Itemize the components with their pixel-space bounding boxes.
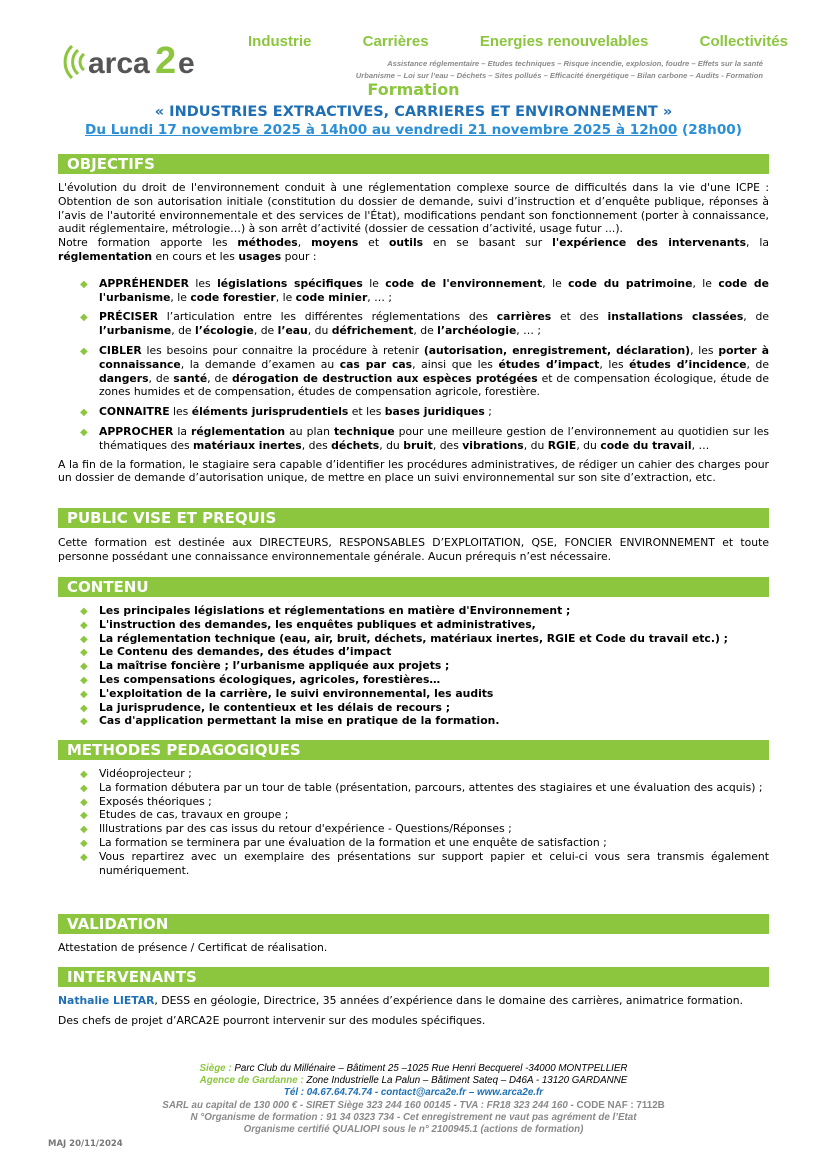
diamond-bullet-icon: ◆ bbox=[80, 851, 88, 863]
diamond-bullet-icon: ◆ bbox=[80, 633, 88, 645]
methode-item: ◆ Etudes de cas, travaux en groupe ; bbox=[80, 808, 289, 822]
diamond-bullet-icon: ◆ bbox=[80, 407, 88, 419]
contenu-item: ◆ Les principales législations et réglementations en matière d'Environnement ; bbox=[80, 604, 571, 617]
contenu-list bbox=[58, 604, 769, 728]
methode-item: ◆ Illustrations par des cas issus du retour d'expérience - Questions/Réponses ; bbox=[80, 822, 512, 836]
svg-text:2: 2 bbox=[155, 40, 177, 82]
update-date: MAJ 20/11/2024 bbox=[48, 1139, 123, 1149]
diamond-bullet-icon: ◆ bbox=[80, 796, 88, 808]
course-title: « INDUSTRIES EXTRACTIVES, CARRIERES ET ENVIRONNEMENT » bbox=[154, 104, 673, 120]
diamond-bullet-icon: ◆ bbox=[80, 782, 88, 794]
services-line-1: Assistance réglementaire – Etudes techniques – Risque incendie, explosion, foudre – Effets sur la santé bbox=[387, 59, 763, 68]
diamond-bullet-icon: ◆ bbox=[80, 647, 88, 659]
intervenant-desc: , DESS en géologie, Directrice, 35 années d’expérience dans le domaine des carrières, animatrice formation. bbox=[154, 994, 744, 1007]
diamond-bullet-icon: ◆ bbox=[80, 661, 88, 673]
footer-contact[interactable]: Tél : 04.67.64.74.74 - contact@arca2e.fr – www.arca2e.fr bbox=[283, 1087, 544, 1099]
methode-item: ◆ La formation se terminera par une évaluation de la formation et une enquête de satisfaction ; bbox=[80, 835, 607, 849]
objectifs-intro: L'évolution du droit de l'environnement conduit à une réglementation complexe source de difficultés dans la vie d'une ICPE : Obtention de son autorisation initiale (constitution du dossier de demande, suivi d’instruction et d’enquête publique, réponses à l’avis de l'autorité environnementale et des services de l'État), modifications pendant son fonctionnement (porter à connaissance, audit réglementaire, métrologie…) à son arrêt d’activité (dossier de cessation d’activité, usage futur ...). bbox=[58, 181, 769, 236]
contenu-item: ◆ Le Contenu des demandes, des études d’impact bbox=[80, 645, 392, 659]
intervenant-name: Nathalie LIETAR bbox=[58, 994, 155, 1007]
methodes-list bbox=[58, 767, 769, 877]
objectifs-conclusion: A la fin de la formation, le stagiaire sera capable d’identifier les procédures administratives, de rédiger un cahier des charges pour un dossier de demande d’autorisation unique, de mettre en place un suivi environnemental sur son site d’extraction, etc. bbox=[58, 457, 769, 485]
activity-nav bbox=[248, 33, 788, 50]
footer-siege: Siège : Parc Club du Millénaire – Bâtiment 25 –1025 Rue Henri Becquerel -34000 MONTPELLIER bbox=[199, 1063, 628, 1074]
nav-energies: Energies renouvelables bbox=[479, 33, 649, 50]
diamond-bullet-icon: ◆ bbox=[80, 426, 88, 438]
section-objectifs: OBJECTIFS bbox=[58, 154, 769, 174]
nav-collectivites: Collectivités bbox=[699, 33, 788, 50]
diamond-bullet-icon: ◆ bbox=[80, 278, 88, 290]
footer-qualiopi: Organisme certifié QUALIOPI sous le n° 2100945.1 (actions de formation) bbox=[243, 1124, 584, 1136]
services-line-2: Urbanisme – Loi sur l’eau – Déchets – Sites pollués – Efficacité énergétique – Bilan carbone – Audits - Formation bbox=[355, 71, 763, 80]
objectifs-body bbox=[58, 181, 769, 485]
footer-sarl: SARL au capital de 130 000 € - SIRET Siège 323 244 160 00145 - TVA : FR18 323 244 160 - CODE NAF : 7112B bbox=[162, 1099, 665, 1111]
objectif-item: ◆ CIBLER les besoins pour connaitre la procédure à retenir (autorisation, enregistrement, déclaration), les porter à connaissance, la demande d’examen au cas par cas, ainsi que les études d’impact, les études d’incidence, de dangers, de santé, de dérogation de destruction aux espèces protégées et de compensation écologique, étude de zones humides et de compensation, études de compensation agricole, forestière. bbox=[80, 343, 770, 399]
svg-text:arca: arca bbox=[88, 47, 150, 80]
objectif-item: ◆ APPRÉHENDER les législations spécifiques le code de l'environnement, le code du patrimoine, le code de l'urbanisme, le code forestier, le code minier, … ; bbox=[80, 276, 769, 304]
contenu-item: ◆ La maîtrise foncière ; l’urbanisme appliquée aux projets ; bbox=[80, 659, 450, 673]
intervenant-line bbox=[58, 994, 769, 1008]
section-intervenants: INTERVENANTS bbox=[58, 967, 769, 987]
diamond-bullet-icon: ◆ bbox=[80, 312, 88, 324]
diamond-bullet-icon: ◆ bbox=[80, 619, 88, 631]
svg-text:e: e bbox=[178, 47, 195, 80]
section-validation: VALIDATION bbox=[58, 914, 769, 934]
section-methodes: METHODES PEDAGOGIQUES bbox=[58, 740, 769, 760]
nav-industrie: Industrie bbox=[248, 33, 312, 50]
public-text: Cette formation est destinée aux DIRECTEURS, RESPONSABLES D’EXPLOITATION, QSE, FONCIER ENVIRONNEMENT et toute personne possédant une connaissance environnementale générale. Aucun prérequis n’est nécessaire. bbox=[58, 536, 769, 563]
contenu-item: ◆ L'exploitation de la carrière, le suivi environnemental, les audits bbox=[80, 686, 494, 700]
dates-range: Du Lundi 17 novembre 2025 à 14h00 au vendredi 21 novembre 2025 à 12h00 bbox=[85, 122, 678, 138]
intervenants-body bbox=[58, 994, 769, 1028]
contenu-item: ◆ Les compensations écologiques, agricoles, forestières… bbox=[80, 672, 441, 686]
section-contenu: CONTENU bbox=[58, 577, 769, 597]
objectif-item: ◆ CONNAITRE les éléments jurisprudentiels et les bases juridiques ; bbox=[80, 405, 492, 419]
methode-item: ◆ Vous repartirez avec un exemplaire des présentations sur support papier et celui-ci vous sera transmis également numériquement. bbox=[80, 849, 769, 877]
methode-item: ◆ Exposés théoriques ; bbox=[80, 794, 212, 808]
diamond-bullet-icon: ◆ bbox=[80, 345, 88, 357]
dates-duration: (28h00) bbox=[677, 122, 742, 138]
objectif-item: ◆ PRÉCISER l’articulation entre les différentes réglementations des carrières et des installations classées, de l’urbanisme, de l’écologie, de l’eau, du défrichement, de l’archéologie, … ; bbox=[80, 310, 769, 338]
contenu-item: ◆ L'instruction des demandes, les enquêtes publiques et administratives, bbox=[80, 617, 536, 631]
objectif-item: ◆ APPROCHER la réglementation au plan technique pour une meilleure gestion de l’environnement au quotidien sur les thématiques des matériaux inertes, des déchets, du bruit, des vibrations, du RGIE, du code du travail, … bbox=[80, 424, 769, 452]
contenu-body bbox=[58, 604, 769, 728]
diamond-bullet-icon: ◆ bbox=[80, 674, 88, 686]
formation-label: Formation bbox=[367, 80, 460, 99]
validation-text: Attestation de présence / Certificat de réalisation. bbox=[58, 941, 328, 954]
diamond-bullet-icon: ◆ bbox=[80, 716, 88, 728]
contenu-item: ◆ La jurisprudence, le contentieux et les délais de recours ; bbox=[80, 700, 451, 714]
intervenants-extra: Des chefs de projet d’ARCA2E pourront intervenir sur des modules spécifiques. bbox=[58, 1013, 486, 1027]
contenu-item: ◆ La réglementation technique (eau, air, bruit, déchets, matériaux inertes, RGIE et Code du travail etc.) ; bbox=[80, 631, 728, 645]
diamond-bullet-icon: ◆ bbox=[80, 688, 88, 700]
footer-agence: Agence de Gardanne : Zone Industrielle La Palun – Bâtiment Sateq – D46A - 13120 GARDANNE bbox=[199, 1075, 628, 1087]
footer-organisme: N °Organisme de formation : 91 34 0323 734 - Cet enregistrement ne vaut pas agrément de l’Etat bbox=[190, 1111, 637, 1123]
objectifs-list bbox=[58, 277, 769, 453]
methodes-body bbox=[58, 767, 769, 877]
diamond-bullet-icon: ◆ bbox=[80, 837, 88, 849]
diamond-bullet-icon: ◆ bbox=[80, 702, 88, 714]
diamond-bullet-icon: ◆ bbox=[80, 810, 88, 822]
nav-carrieres: Carrières bbox=[362, 33, 429, 50]
course-dates bbox=[0, 122, 827, 138]
footer bbox=[0, 1063, 827, 1136]
diamond-bullet-icon: ◆ bbox=[80, 769, 88, 780]
objectifs-approach: Notre formation apporte les méthodes, moyens et outils en se basant sur l'expérience des intervenants, la réglementation en cours et les usages pour : bbox=[58, 236, 769, 263]
methode-item: ◆ Vidéoprojecteur ; bbox=[80, 767, 192, 780]
diamond-bullet-icon: ◆ bbox=[80, 606, 88, 617]
diamond-bullet-icon: ◆ bbox=[80, 824, 88, 836]
section-public: PUBLIC VISE ET PREQUIS bbox=[58, 508, 769, 528]
methode-item: ◆ La formation débutera par un tour de table (présentation, parcours, attentes des stagiaires et une évaluation des acquis) ; bbox=[80, 780, 763, 794]
contenu-item: ◆ Cas d'application permettant la mise en pratique de la formation. bbox=[80, 714, 500, 728]
